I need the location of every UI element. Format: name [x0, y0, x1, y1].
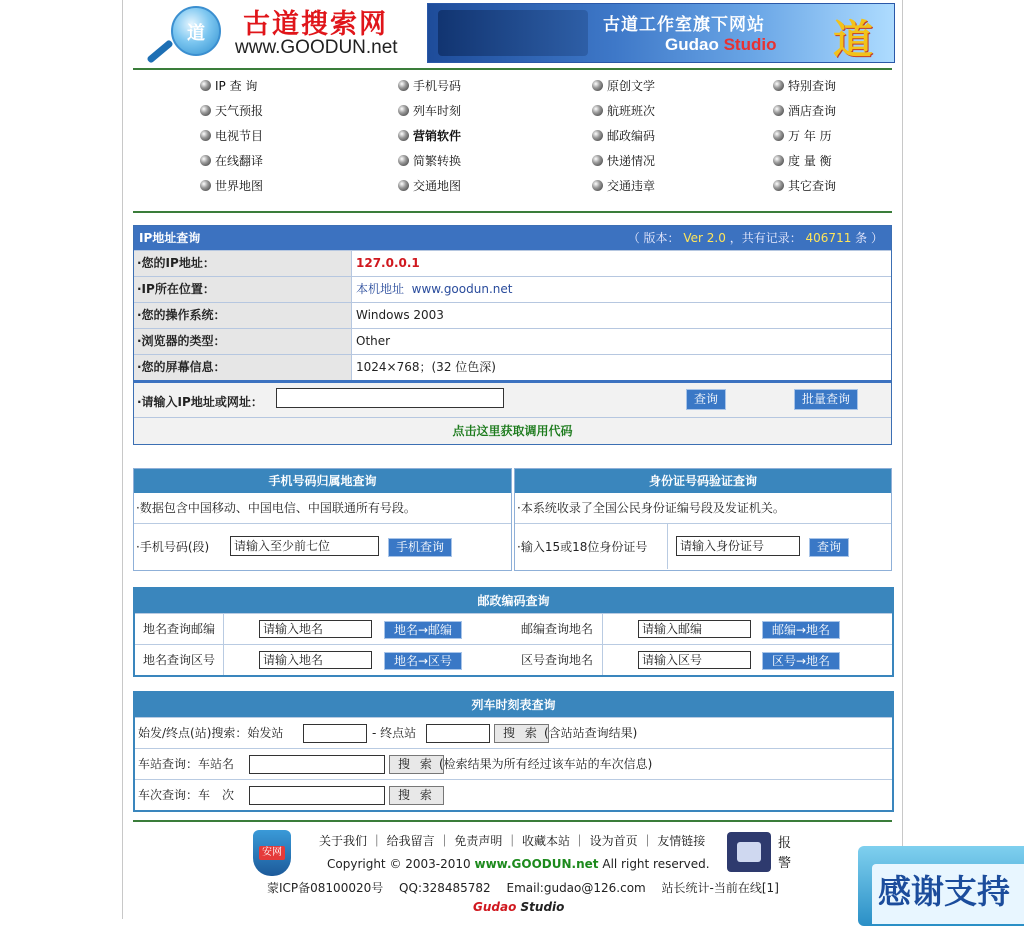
nav-ip[interactable]: IP 查 询 — [200, 76, 257, 96]
train-row — [135, 748, 892, 779]
banner-figures-image — [438, 10, 588, 56]
nav-marketing[interactable]: 营销软件 — [398, 126, 461, 146]
nav-trafficmap[interactable]: 交通地图 — [398, 176, 461, 196]
ip-row-label: ·IP所在位置： — [134, 277, 352, 302]
train-note: (检索结果为所有经过该车站的车次信息) — [439, 757, 653, 771]
areacode-to-place-button[interactable]: 区号→地名 — [762, 652, 840, 670]
postal-row — [135, 644, 892, 675]
nav-hotel[interactable]: 酒店查询 — [773, 101, 836, 121]
postal-row — [135, 613, 892, 644]
mobile-panel-title: 手机号码归属地查询 — [134, 469, 511, 493]
disclaimer-link[interactable]: 免责声明 — [454, 834, 503, 848]
nav-train[interactable]: 列车时刻 — [398, 101, 461, 121]
train-label: 车次查询：车 次 — [138, 788, 235, 802]
postal-label: 邮编查询地名 — [521, 622, 594, 636]
mobile-query-button[interactable]: 手机查询 — [388, 538, 452, 557]
batch-query-button[interactable]: 批量查询 — [794, 389, 858, 410]
bullet-icon — [592, 105, 603, 116]
nav-convert[interactable]: 简繁转换 — [398, 151, 461, 171]
train-note: (含站站查询结果) — [544, 726, 638, 740]
ip-row — [134, 354, 891, 380]
cell-divider — [602, 614, 603, 644]
logo-url[interactable]: www.GOODUN.net — [235, 37, 398, 58]
studio-logo: Gudao Studio — [473, 900, 565, 914]
bullet-icon — [592, 80, 603, 91]
bullet-icon — [200, 180, 211, 191]
ip-panel-meta: （ 版本： Ver 2.0 ，共有记录： 406711 条 ） — [627, 231, 883, 245]
bullet-icon — [592, 155, 603, 166]
train-label: 始发/终点(站)搜索：始发站 — [138, 726, 284, 740]
bullet-icon — [200, 130, 211, 141]
bullet-icon — [773, 155, 784, 166]
security-badge-icon[interactable]: 安网 — [253, 830, 291, 876]
idcard-input[interactable]: 请输入身份证号 — [676, 536, 800, 556]
thanks-float-banner[interactable]: 感谢支持 — [858, 846, 1024, 926]
postal-query-panel — [133, 587, 894, 677]
banner-studio: Gudao Studio — [665, 35, 777, 54]
idcard-query-row — [515, 524, 891, 569]
message-link[interactable]: 给我留言 — [386, 834, 435, 848]
ip-query-button[interactable]: 查询 — [686, 389, 726, 410]
postal-panel-title: 邮政编码查询 — [135, 589, 892, 613]
page-border-right — [902, 0, 903, 919]
nav-literature[interactable]: 原创文学 — [592, 76, 655, 96]
nav-tv[interactable]: 电视节目 — [200, 126, 263, 146]
idcard-label: ·输入15或18位身份证号 — [517, 540, 648, 554]
ip-row-label: ·您的屏幕信息： — [134, 355, 352, 380]
footer-links: 关于我们 ｜ 给我留言 ｜ 免责声明 ｜ 收藏本站 ｜ 设为首页 ｜ 友情链接 — [319, 834, 706, 848]
site-link[interactable]: www.GOODUN.net — [474, 857, 599, 871]
ip-row — [134, 328, 891, 354]
place-input[interactable]: 请输入地名 — [259, 620, 372, 638]
bullet-icon — [398, 80, 409, 91]
postal-label: 区号查询地名 — [521, 653, 594, 667]
nav-grid — [133, 76, 892, 201]
bullet-icon — [773, 105, 784, 116]
train-panel-title: 列车时刻表查询 — [135, 693, 892, 717]
magnifier-icon — [146, 39, 173, 64]
bullet-icon — [200, 155, 211, 166]
train-query-panel — [133, 691, 894, 812]
postal-label: 地名查询邮编 — [143, 622, 216, 636]
police-icon[interactable] — [727, 832, 771, 872]
postcode-input[interactable]: 请输入邮编 — [638, 620, 751, 638]
route-search-button[interactable]: 搜 索 — [494, 724, 549, 743]
ip-row-label: ·您的操作系统： — [134, 303, 352, 328]
bullet-icon — [398, 180, 409, 191]
banner-title: 古道工作室旗下网站 — [603, 15, 765, 35]
idcard-query-button[interactable]: 查询 — [809, 538, 849, 557]
start-station-input[interactable] — [303, 724, 367, 743]
goodun-link[interactable]: www.goodun.net — [411, 282, 513, 296]
idcard-panel-title: 身份证号码验证查询 — [515, 469, 891, 493]
mobile-panel-desc: ·数据包含中国移动、中国电信、中国联通所有号段。 — [134, 493, 511, 524]
end-station-input[interactable] — [426, 724, 490, 743]
place-to-postcode-button[interactable]: 地名→邮编 — [384, 621, 462, 639]
ip-location-value: 本机地址 www.goodun.net — [356, 282, 513, 296]
about-link[interactable]: 关于我们 — [319, 834, 368, 848]
copyright: Copyright © 2003-2010 www.GOODUN.net All right reserved. — [327, 857, 710, 871]
ip-query-row — [134, 380, 891, 417]
nav-measure[interactable]: 度 量 衡 — [773, 151, 832, 171]
nav-postcode[interactable]: 邮政编码 — [592, 126, 655, 146]
banner-logo-glyph: 道 — [833, 17, 873, 63]
train-number-search-button[interactable]: 搜 索 — [389, 786, 444, 805]
nav-express[interactable]: 快递情况 — [592, 151, 655, 171]
train-label: 车站查询：车站名 — [138, 757, 235, 771]
divider — [133, 211, 892, 213]
nav-other[interactable]: 其它查询 — [773, 176, 836, 196]
report-link[interactable]: 报警 — [778, 836, 792, 871]
postcode-to-place-button[interactable]: 邮编→地名 — [762, 621, 840, 639]
ip-panel-header — [134, 226, 891, 250]
nav-calendar[interactable]: 万 年 历 — [773, 126, 832, 146]
mobile-input[interactable]: 请输入至少前七位 — [230, 536, 379, 556]
cell-divider — [223, 645, 224, 675]
nav-flight[interactable]: 航班班次 — [592, 101, 655, 121]
idcard-panel-desc: ·本系统收录了全国公民身份证编号段及发证机关。 — [515, 493, 891, 524]
nav-weather[interactable]: 天气预报 — [200, 101, 263, 121]
ip-panel-title: IP地址查询 — [139, 231, 201, 245]
bullet-icon — [773, 80, 784, 91]
nav-violation[interactable]: 交通违章 — [592, 176, 655, 196]
bullet-icon — [398, 155, 409, 166]
bullet-icon — [773, 180, 784, 191]
logo-title[interactable]: 古道搜索网 — [243, 9, 388, 40]
screen-value: 1024×768；(32 位色深) — [356, 360, 496, 374]
studio-banner[interactable] — [427, 3, 895, 63]
cell-divider — [667, 524, 668, 569]
divider — [133, 68, 892, 70]
postal-label: 地名查询区号 — [143, 653, 216, 667]
ip-row — [134, 250, 891, 276]
bullet-icon — [200, 105, 211, 116]
station-search-button[interactable]: 搜 索 — [389, 755, 444, 774]
ip-address-value: 127.0.0.1 — [356, 256, 420, 270]
page-border-left — [122, 0, 123, 919]
train-label: - 终点站 — [372, 726, 417, 740]
bullet-icon — [200, 80, 211, 91]
browser-value: Other — [356, 334, 391, 348]
set-homepage-link[interactable]: 设为首页 — [589, 834, 638, 848]
nav-translate[interactable]: 在线翻译 — [200, 151, 263, 171]
bullet-icon — [592, 180, 603, 191]
ip-query-label: ·请输入IP地址或网址： — [137, 395, 263, 409]
logo-icon[interactable]: 道 — [171, 6, 221, 56]
ip-query-panel — [133, 225, 892, 445]
bullet-icon — [773, 130, 784, 141]
friend-links-link[interactable]: 友情链接 — [657, 834, 706, 848]
train-number-input[interactable] — [249, 786, 385, 805]
idcard-query-panel — [514, 468, 892, 571]
bookmark-link[interactable]: 收藏本站 — [521, 834, 570, 848]
os-value: Windows 2003 — [356, 308, 444, 322]
mobile-query-panel — [133, 468, 512, 571]
icp-info: 蒙ICP备08100020号 QQ:328485782 Email:gudao@126.com 站长统计-当前在线[1] — [267, 881, 779, 895]
station-input[interactable] — [249, 755, 385, 774]
footer — [123, 820, 902, 919]
train-row — [135, 779, 892, 810]
ip-query-input[interactable] — [276, 388, 504, 408]
ip-row-label: ·浏览器的类型： — [134, 329, 352, 354]
cell-divider — [602, 645, 603, 675]
bullet-icon — [592, 130, 603, 141]
ip-row-label: ·您的IP地址： — [134, 251, 352, 276]
place-input[interactable]: 请输入地名 — [259, 651, 372, 669]
train-row — [135, 717, 892, 748]
mobile-label: ·手机号码(段) — [136, 540, 210, 554]
bullet-icon — [398, 105, 409, 116]
nav-worldmap[interactable]: 世界地图 — [200, 176, 263, 196]
ip-row — [134, 302, 891, 328]
nav-mobile[interactable]: 手机号码 — [398, 76, 461, 96]
place-to-areacode-button[interactable]: 地名→区号 — [384, 652, 462, 670]
header — [133, 0, 899, 66]
areacode-input[interactable]: 请输入区号 — [638, 651, 751, 669]
mobile-query-row — [134, 524, 511, 569]
bullet-icon — [398, 130, 409, 141]
get-code-link[interactable]: 点击这里获取调用代码 — [134, 417, 891, 444]
cell-divider — [223, 614, 224, 644]
nav-special[interactable]: 特别查询 — [773, 76, 836, 96]
ip-row — [134, 276, 891, 302]
